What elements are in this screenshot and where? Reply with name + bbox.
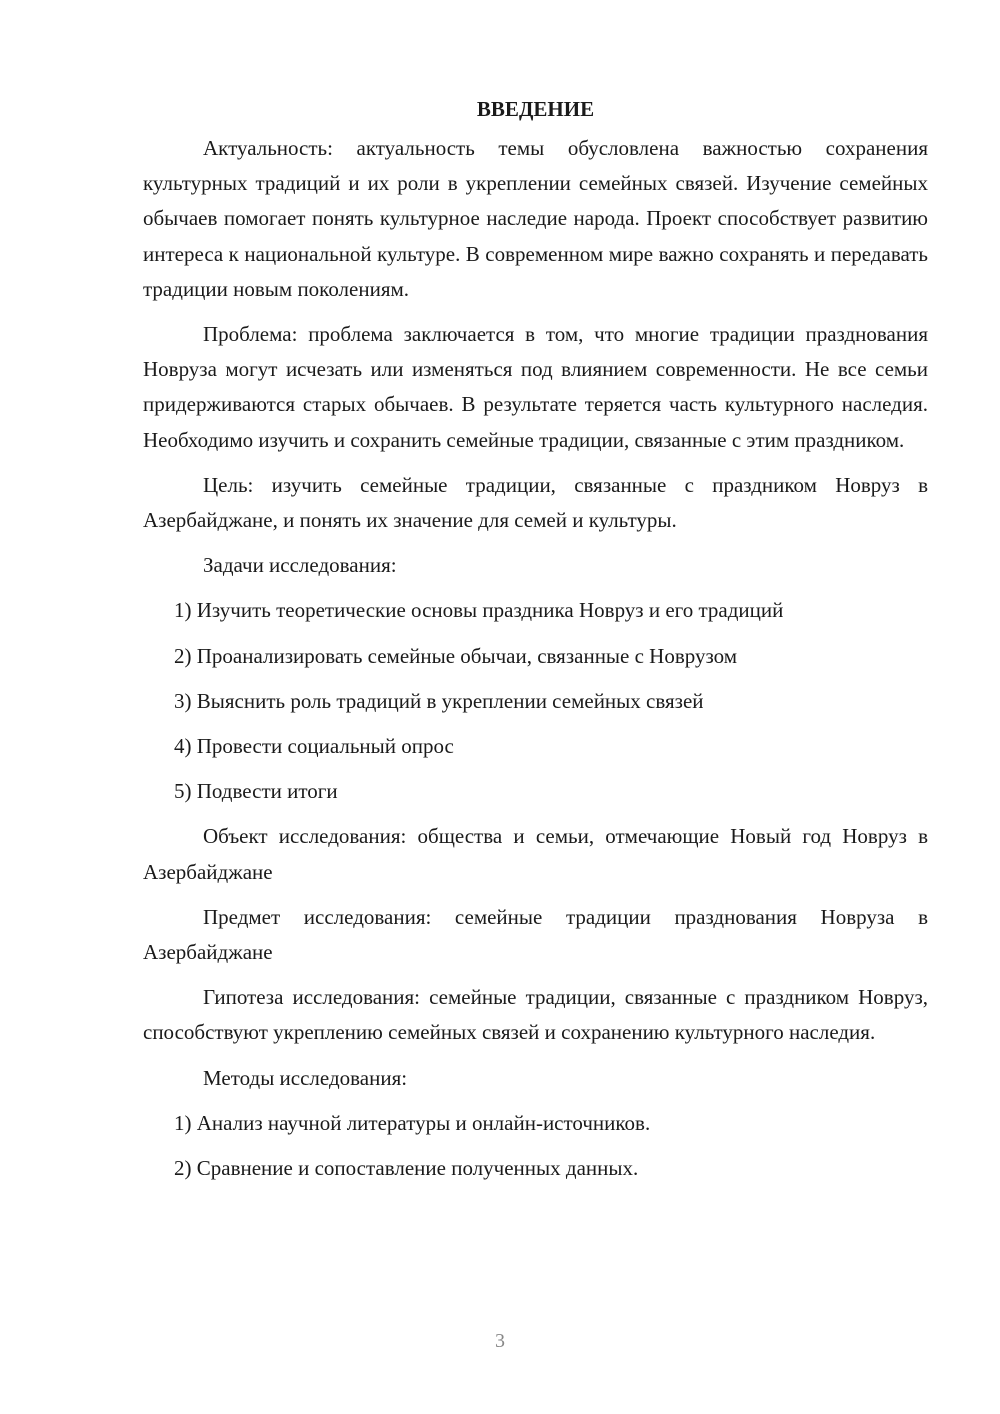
page-title: ВВЕДЕНИЕ: [476, 97, 595, 121]
tasks-list: [143, 593, 928, 809]
list-item: 4) Провести социальный опрос: [174, 734, 454, 759]
list-item: 3) Выяснить роль традиций в укреплении семейных связей: [174, 688, 704, 713]
goal-paragraph: Цель: изучить семейные традиции, связанные с праздником Новруз в Азербайджане, и понять их значение для семей и культуры.: [143, 472, 928, 533]
methods-title: Методы исследования:: [203, 1065, 408, 1090]
list-item: 1) Изучить теоретические основы праздника Новруз и его традиций: [174, 598, 784, 623]
list-item: 1) Анализ научной литературы и онлайн-источников.: [174, 1110, 651, 1135]
object-paragraph: Объект исследования: общества и семьи, отмечающие Новый год Новруз в Азербайджане: [143, 824, 928, 884]
problem-paragraph: Проблема: проблема заключается в том, что многие традиции празднования Новруза могут исчезать или изменяться под влиянием современности. Не все семьи придерживаются старых обычаев. В результате теряется часть культурного наследия. Необходимо изучить и сохранить семейные традиции, связанные с этим праздником.: [143, 322, 928, 452]
hypothesis-paragraph: Гипотеза исследования: семейные традиции, связанные с праздником Новруз, способствуют укреплению семейных связей и сохранению культурного наследия.: [143, 985, 928, 1045]
tasks-title: Задачи исследования:: [203, 553, 397, 578]
document-page: [143, 92, 928, 1196]
page-number: 3: [495, 1330, 505, 1352]
list-item: 5) Подвести итоги: [174, 779, 338, 804]
list-item: 2) Сравнение и сопоставление полученных данных.: [174, 1156, 639, 1181]
methods-list: [143, 1106, 928, 1186]
list-item: 2) Проанализировать семейные обычаи, связанные с Новрузом: [174, 643, 738, 668]
subject-paragraph: Предмет исследования: семейные традиции празднования Новруза в Азербайджане: [143, 904, 928, 965]
relevance-paragraph: Актуальность: актуальность темы обусловлена важностью сохранения культурных традиций и их роли в укреплении семейных связей. Изучение семейных обычаев помогает понять культурное наследие народа. Проект способствует развитию интереса к национальной культуре. В современном мире важно сохранять и передавать традиции новым поколениям.: [143, 136, 928, 301]
